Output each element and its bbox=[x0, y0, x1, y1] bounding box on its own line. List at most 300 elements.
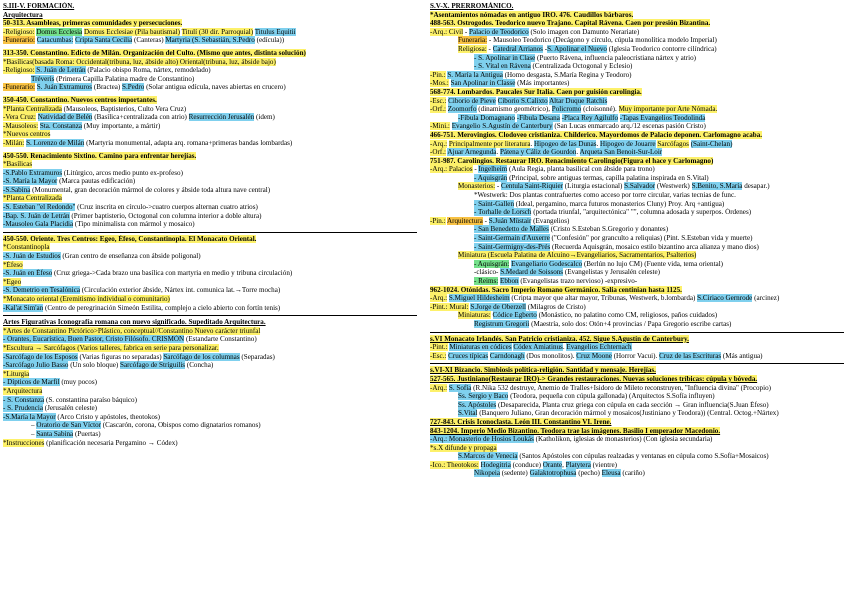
text-line bbox=[430, 45, 844, 54]
text-segment: -Orf.: bbox=[430, 105, 446, 114]
text-segment: Ss. Apóstoles bbox=[458, 400, 497, 409]
text-segment: *Artes de Constantino Pictórico>Plástico, conceptual//Constantino Nuevo carácter triunfal bbox=[3, 326, 261, 335]
text-segment: (Arco Cristo y apóstoles, theotokos) bbox=[55, 412, 161, 421]
text-segment: (muy pocos) bbox=[59, 378, 97, 387]
text-segment: -Pint.: Mural: bbox=[430, 302, 469, 311]
text-segment: Religiosa: bbox=[458, 44, 487, 53]
text-segment: Platytera bbox=[565, 460, 591, 469]
text-segment: Códex Amiatinus bbox=[513, 343, 563, 352]
text-segment: (Saint-Chelan) bbox=[690, 139, 733, 148]
text-segment: 466-751. Merovingios. Clodoveo cristianiza. Childerico. Mayordomos de Palacio deponen. Carlomagno acaba. bbox=[430, 130, 763, 139]
text-line bbox=[3, 160, 417, 169]
text-segment: 450-550. Oriente. Tres Centros: Egeo, Éfeso, Constantinopla. El Monacato Oriental. bbox=[3, 234, 257, 243]
text-segment: *Planta Centralizada bbox=[3, 194, 62, 203]
text-segment: - San Benedetto de Malles bbox=[474, 225, 549, 234]
text-line bbox=[3, 105, 417, 114]
text-line bbox=[430, 28, 844, 37]
text-segment: Arquitectura bbox=[3, 10, 43, 19]
text-segment: Sarcófagos bbox=[657, 139, 689, 148]
text-segment: (Puertas) bbox=[73, 429, 101, 438]
text-segment: (Más importantes) bbox=[515, 79, 570, 88]
text-segment: Cripta Santa Cecilia bbox=[75, 36, 133, 45]
text-segment: 313-350. Constantino. Edicto de Milán. Organización del Culto. (Mismo que antes, distinta solución) bbox=[3, 48, 306, 57]
text-segment: Tréveris bbox=[31, 74, 55, 83]
text-segment: -Esc.: bbox=[430, 96, 447, 105]
text-segment: -S. Esteban "el Redondo" bbox=[3, 203, 76, 212]
text-line bbox=[430, 19, 844, 28]
text-line bbox=[3, 353, 417, 362]
text-segment: Miniatura (Escuela Palatina de Alcuino→Evangeliarios, Sacramentarios, Psalterios) bbox=[458, 251, 697, 260]
text-segment: - bbox=[463, 27, 470, 36]
text-segment: (Primera Capilla Palatina madre de Constantino) bbox=[54, 74, 195, 83]
text-segment: – bbox=[31, 421, 37, 430]
text-line bbox=[3, 83, 417, 92]
text-segment: Oratorio de San Víctor bbox=[36, 421, 102, 430]
text-segment: - Aquisgrán: bbox=[474, 259, 510, 268]
section-divider bbox=[430, 363, 844, 364]
text-segment: S. Juán Extramuros bbox=[36, 83, 93, 92]
text-segment: Centula Saint-Riquier bbox=[500, 182, 564, 191]
text-segment: (Cristo S.Esteban S.Gregorio y donantes) bbox=[548, 225, 669, 234]
text-segment: - bbox=[482, 216, 489, 225]
text-segment: - Orantes, Eucarística, Buen Pastor, Cristo Filósofo. CRISMÓN bbox=[3, 335, 185, 344]
text-line bbox=[430, 88, 844, 97]
text-segment: S. Apolinar el Nuevo bbox=[547, 44, 607, 53]
text-line bbox=[3, 413, 417, 422]
text-segment: *Liturgia bbox=[3, 369, 30, 378]
text-segment: (cloisonné). bbox=[581, 105, 619, 114]
text-segment: Cruz Moone bbox=[576, 351, 612, 360]
text-segment: -Arq.: bbox=[430, 294, 448, 303]
text-segment: S. Lorenzo de Milán bbox=[26, 138, 85, 147]
text-line bbox=[3, 286, 417, 295]
text-segment: Arqueta San Benoit-Sur-Loir bbox=[579, 148, 663, 157]
text-segment: (Puerto Rávena, influencia paleocristiana nártex y atrio) bbox=[535, 53, 697, 62]
text-segment: - Saint-Germain d'Auxerre bbox=[474, 234, 550, 243]
text-line bbox=[3, 344, 417, 353]
text-line bbox=[3, 130, 417, 139]
text-segment: 50-313. Asambleas, primeras comunidades y persecuciones. bbox=[3, 19, 183, 28]
column-heading bbox=[3, 2, 417, 11]
text-line bbox=[3, 36, 417, 45]
text-line bbox=[430, 182, 844, 191]
text-segment: (portada triunfal, "arquitectónica" "", columna adosada y superpos. Órdenes) bbox=[531, 208, 752, 217]
text-line bbox=[3, 243, 417, 252]
text-line bbox=[430, 375, 844, 384]
text-segment: - Reims: bbox=[474, 277, 499, 285]
text-line bbox=[430, 208, 844, 217]
text-segment: -Tapas Evangelios Teodolinda bbox=[619, 113, 706, 122]
text-line bbox=[3, 261, 417, 270]
text-segment: S.Pedro bbox=[122, 83, 145, 92]
text-segment: (Teodora, pequeña con cúpula gallonada) (Arquitectos S.Sofía influyen) bbox=[508, 392, 715, 401]
text-line bbox=[3, 404, 417, 413]
text-segment: Miniaturas en códices bbox=[449, 343, 512, 352]
right-column bbox=[430, 2, 844, 478]
text-segment: -Religioso: bbox=[3, 27, 35, 36]
text-segment: (Cruz griega->Cada brazo una basílica con martyria en medio y tribuna circulación) bbox=[52, 269, 293, 278]
text-segment: Galaktotrophusa bbox=[529, 469, 577, 478]
text-segment: Muy importante por Arte Nómada. bbox=[618, 105, 718, 114]
text-line bbox=[430, 311, 844, 320]
text-segment: (Berlún no lujo CM) (Fuente vida, tema oriental) bbox=[582, 259, 724, 268]
text-line bbox=[430, 435, 844, 444]
text-line bbox=[430, 469, 844, 478]
text-segment: Evangeliario Godescalco bbox=[511, 259, 583, 268]
text-line bbox=[3, 430, 417, 439]
text-segment: -S. Juán en Éfeso bbox=[3, 269, 53, 278]
text-line bbox=[430, 114, 844, 123]
text-segment: (Solo imagen con Damunto Nerariate) bbox=[528, 27, 640, 36]
text-segment: (Separadas) bbox=[239, 352, 275, 361]
text-segment: S.Ciriaco Gernrode bbox=[697, 294, 753, 303]
text-segment: (Centralizada Octogonal y Eclesio) bbox=[530, 62, 633, 71]
text-segment: Resurrección Jerusalén bbox=[188, 113, 255, 122]
text-segment: Sta. Constanza bbox=[39, 121, 83, 130]
text-segment: S.Benito, S.María bbox=[691, 182, 743, 191]
text-segment: - S. Vital en Rávena bbox=[474, 62, 531, 71]
left-column bbox=[3, 2, 417, 447]
text-segment: (Principal, sobre antiguas termas, capilla palatina inspirada en S.Vital) bbox=[507, 173, 709, 182]
column-heading bbox=[430, 2, 844, 11]
text-segment: desapar.) bbox=[742, 182, 770, 191]
text-segment: (Homo desgasta, S.María Regina y Teodoro) bbox=[502, 70, 632, 79]
text-line bbox=[3, 122, 417, 131]
text-line bbox=[3, 11, 417, 20]
text-line bbox=[3, 439, 417, 448]
text-segment: (arcinez) bbox=[752, 294, 780, 303]
text-segment: -Mini.: bbox=[430, 122, 450, 131]
text-segment: - Dípticos de Marfil bbox=[3, 378, 60, 387]
text-segment: *Egeo bbox=[3, 277, 22, 286]
text-segment: -Mausoleo Gala Placidia bbox=[3, 220, 74, 229]
text-line bbox=[430, 392, 844, 401]
text-line bbox=[430, 174, 844, 183]
text-segment: Ajuar Arnegunda bbox=[447, 148, 497, 157]
text-segment: (Ideal, pergamino, marca futuros monasterios Cluny) Proy. Arq +antigua) bbox=[514, 199, 725, 208]
text-segment: (Martyria monumental, adapta arq. romana+primeras bandas lombardas) bbox=[84, 138, 293, 147]
text-segment: s.VI Monacato Irlandés. San Patricio cristianiza. 452. Sigue S.Agustín de Canterbury. bbox=[430, 334, 689, 343]
text-segment: Pátena y Cáliz de Gourdon bbox=[499, 148, 577, 157]
text-segment: (Maestría, solo dos: Otón+4 provincias / Papa Gregorio escribe cartas) bbox=[529, 319, 732, 328]
text-segment: *Monacato oriental (Eremitismo individual o comunitario) bbox=[3, 295, 170, 303]
text-segment: Cruces típicas bbox=[448, 351, 489, 360]
text-segment: S. María la Antigua bbox=[447, 70, 503, 79]
text-segment: - S. Apolinar in Clase bbox=[474, 53, 536, 62]
text-line bbox=[430, 461, 844, 470]
text-segment: *Instrucciones bbox=[3, 438, 45, 447]
text-segment: - Saint-Germigny-des-Prés bbox=[474, 242, 551, 251]
text-segment: -Placa Rey Agilulfo bbox=[561, 113, 619, 122]
text-segment: -Funerario: bbox=[3, 36, 35, 45]
text-line bbox=[430, 79, 844, 88]
text-segment: (S. constantina paraíso báquico) bbox=[44, 395, 137, 404]
text-line bbox=[430, 157, 844, 166]
text-segment: Funeraria: bbox=[458, 36, 488, 45]
text-segment: - Mausoleo Teodorico (Decágono y círculo, cúpula monolítica modelo Imperial) bbox=[487, 36, 717, 45]
text-segment: (pecho) bbox=[576, 469, 602, 478]
text-line bbox=[430, 105, 844, 114]
text-segment: (sedente) bbox=[500, 469, 530, 478]
text-segment: (Dos monolitos). bbox=[524, 351, 577, 360]
text-segment: (Primer baptisterio, Octogonal con columna interior a doble altura) bbox=[69, 211, 262, 220]
text-segment: Nikopeia bbox=[474, 469, 501, 478]
text-line bbox=[430, 62, 844, 71]
text-segment: (Aula Regia, planta basilical con ábside para trono) bbox=[507, 165, 655, 174]
text-segment: (Monástico, no palatino como CM, religiosos, paños cuidados) bbox=[536, 311, 718, 320]
text-segment: (conduce) bbox=[510, 460, 543, 469]
text-segment: *Escultura → Sarcófagos (Varios talleres, fabrica en serie para personalizar. bbox=[3, 343, 219, 352]
text-segment: -S. Demetrio en Tesalónica bbox=[3, 286, 80, 295]
text-line bbox=[430, 320, 844, 329]
text-line bbox=[430, 260, 844, 269]
text-segment: 450-550. Renacimiento Sixtino. Camino para enfrentar herejías. bbox=[3, 151, 197, 160]
text-segment: 350-450. Constantino. Nuevos centros importantes. bbox=[3, 95, 157, 104]
text-segment: (Bractea) bbox=[92, 83, 123, 92]
text-segment: Carndonagh bbox=[489, 351, 525, 360]
text-segment: - S. Prudencia bbox=[3, 404, 43, 413]
text-segment: *s.X difunde y propaga bbox=[430, 443, 497, 452]
text-segment: - S. Constanza bbox=[3, 395, 45, 404]
text-segment: Domus Ecclesia bbox=[36, 27, 83, 36]
text-segment: Domus Ecclesiae (Pila bautismal) bbox=[84, 27, 180, 36]
text-line bbox=[430, 409, 844, 418]
text-segment: *Westwerk: Dos plantas contrafuertes como acceso por torre circular, varias tecnias de func. bbox=[474, 191, 736, 200]
text-segment: *Basílicas(basada Roma: Occidental(tribuna, luz, ábside alto) Oriental(tribuna, luz, ábside bajo) bbox=[3, 57, 276, 66]
text-segment: S.Medard de Soissons bbox=[500, 268, 564, 277]
text-line bbox=[3, 252, 417, 261]
text-segment: S.Marcos de Venecia bbox=[458, 452, 518, 461]
text-segment: *Éfeso bbox=[3, 260, 23, 269]
text-segment: Zoomorfo bbox=[447, 105, 477, 114]
text-segment: -Mausoleos: bbox=[3, 121, 39, 130]
text-segment: -Arq.: bbox=[430, 139, 448, 148]
text-segment: - bbox=[486, 44, 493, 53]
text-segment: S.Miguel Hildesheim bbox=[448, 294, 510, 303]
text-line bbox=[430, 36, 844, 45]
text-segment: (Circulación exterior ábside, Nártex int. comunica lat.→Torre mocha) bbox=[80, 286, 281, 295]
text-line bbox=[3, 220, 417, 229]
text-segment: Orante bbox=[542, 460, 563, 469]
text-segment: (idem) bbox=[254, 113, 275, 122]
text-segment: S.Jorge de Oberzell bbox=[470, 302, 527, 311]
text-segment: Titulí (30 dir. Parroquial) bbox=[181, 27, 254, 36]
text-line bbox=[430, 140, 844, 149]
text-line bbox=[430, 294, 844, 303]
text-segment: Sarcófago de los columnas bbox=[163, 352, 240, 361]
text-segment: (Banquero Juliano, Gran decoración mármol y mosaicos(Justiniano y Teodora)) (Central. Octog.+Nártex) bbox=[477, 409, 779, 418]
text-segment: -S.Pablo Extramuros bbox=[3, 168, 63, 177]
text-line bbox=[3, 387, 417, 396]
text-line bbox=[430, 165, 844, 174]
text-line bbox=[3, 396, 417, 405]
section-divider bbox=[3, 315, 417, 316]
text-segment: S. Juán de Letrán bbox=[34, 66, 86, 75]
text-line bbox=[430, 427, 844, 436]
text-line bbox=[430, 452, 844, 461]
text-segment: (vientre) bbox=[590, 460, 618, 469]
text-segment: Ciborio de Pieve bbox=[448, 96, 496, 105]
text-segment: Artes Figurativas Iconografía romana con nuevo significado. Supeditado Arquitectura. bbox=[3, 318, 266, 327]
text-line bbox=[3, 421, 417, 430]
text-line bbox=[3, 235, 417, 244]
text-line bbox=[3, 58, 417, 67]
text-segment: -S. María la Mayor bbox=[3, 177, 58, 186]
text-segment: 527-565. Justiniano(Restaurar IRO)-> Grandes restauraciones. Nuevas soluciones tríbicas: cúpula y bóveda. bbox=[430, 374, 758, 383]
text-line bbox=[3, 177, 417, 186]
text-segment: -Pin.: bbox=[430, 70, 446, 79]
text-segment: *Planta Centralizada bbox=[3, 104, 62, 113]
text-segment: *Arquitectura bbox=[3, 386, 43, 395]
text-segment: S.Juán Müstair bbox=[488, 216, 532, 225]
text-segment: Ciborio S.Calixto bbox=[497, 96, 548, 105]
text-line bbox=[3, 318, 417, 327]
text-segment: -Pin.: bbox=[430, 216, 446, 225]
text-segment: (Evangelistas trazo nervioso) -expresivo- bbox=[518, 277, 638, 285]
text-segment: (Muy importante, a mártir) bbox=[82, 121, 161, 130]
text-line bbox=[3, 212, 417, 221]
text-segment: -Religioso: bbox=[3, 66, 35, 75]
text-line bbox=[430, 251, 844, 260]
text-segment: - Aquisgrán bbox=[474, 173, 508, 182]
text-segment: -Funerario: bbox=[3, 83, 35, 92]
text-line bbox=[3, 169, 417, 178]
text-line bbox=[430, 243, 844, 252]
text-line bbox=[3, 28, 417, 37]
text-segment: -Ico.: Theotokos: bbox=[430, 460, 479, 469]
text-segment: -Sarcófago de los Esposos bbox=[3, 352, 78, 361]
text-line bbox=[430, 234, 844, 243]
text-segment: (cariño) bbox=[620, 469, 645, 478]
text-segment: (Jerusalén celeste) bbox=[43, 404, 97, 413]
text-segment: Evangelio S.Agustín de Canterbury bbox=[451, 122, 553, 131]
text-segment: *Asentamientos nómadas en antiguo IRO. 476. Caudillos bárbaros. bbox=[430, 10, 634, 19]
text-segment: (Iglesia Teodorico contorre cilíndrica) bbox=[606, 44, 717, 53]
text-segment: (Westwerk) bbox=[655, 182, 692, 191]
text-line bbox=[3, 49, 417, 58]
text-segment: - bbox=[472, 165, 479, 174]
text-segment: Ingelheim bbox=[478, 165, 508, 174]
text-segment: Eleusa bbox=[601, 469, 621, 478]
text-line bbox=[430, 97, 844, 106]
text-segment: -Pint.: bbox=[430, 343, 448, 352]
text-segment: -Mos.: bbox=[430, 79, 449, 88]
text-segment: . bbox=[576, 148, 580, 157]
text-segment: Catedral Arrianos bbox=[492, 44, 543, 53]
text-segment: Cruz de las Escrituras bbox=[659, 351, 722, 360]
text-line bbox=[430, 286, 844, 295]
text-segment: S. Sofía bbox=[448, 383, 472, 392]
text-segment: - Torhalle de Lorsch bbox=[474, 208, 532, 217]
text-segment: Arquitectura bbox=[446, 216, 483, 225]
text-segment: (Centro de peregrinación Simeón Estilita, complejo a cielo abierto con fortín tenis) bbox=[43, 303, 281, 312]
text-line bbox=[3, 269, 417, 278]
text-segment: -Arq.: Monasterio de Hosios Loukás bbox=[430, 435, 534, 444]
text-segment: Catacumbas: bbox=[36, 36, 74, 45]
text-segment: -clásico- bbox=[474, 268, 501, 277]
text-segment: . bbox=[596, 139, 601, 148]
text-segment: (Evangelios) bbox=[531, 216, 570, 225]
text-segment: (Tipo minimalista con mármol y mosaico) bbox=[73, 220, 195, 229]
text-segment: Sarcófago de Stríguilis bbox=[120, 361, 186, 370]
text-segment: . bbox=[496, 148, 500, 157]
text-segment: – bbox=[31, 429, 37, 438]
text-segment: (Monumental, gran decoración mármol de colores y ábside toda altura nave central) bbox=[30, 185, 271, 194]
text-segment: (Palacio obispo Roma, nártex, remodelado) bbox=[85, 66, 211, 75]
text-line bbox=[3, 75, 417, 84]
text-segment: . bbox=[530, 139, 535, 148]
text-line bbox=[3, 113, 417, 122]
text-segment: (edícula)) bbox=[254, 36, 285, 45]
text-segment: Ss. Sergio y Baco bbox=[458, 392, 509, 401]
text-segment: Hipogeo de Jouarre bbox=[600, 139, 656, 148]
text-segment: -Esc.: bbox=[430, 351, 447, 360]
text-segment: -S.María la Mayor bbox=[3, 412, 56, 421]
text-line bbox=[3, 335, 417, 344]
text-segment: . bbox=[562, 343, 567, 352]
text-segment: 843-1204. Imperio Medio Bizantino. Teodora trae las imágenes. Basilio I emperador Macedonio. bbox=[430, 426, 721, 435]
text-segment: Natividad de Belén bbox=[37, 113, 93, 122]
text-line bbox=[3, 139, 417, 148]
text-segment: (Desaparecida, Planta cruz griega con cúpula en cada sección → Gran influencia(S.Juan Éfeso) bbox=[496, 400, 769, 409]
text-segment: Titulus Equitii bbox=[254, 27, 296, 36]
text-segment: Principalmente por literatura bbox=[448, 139, 531, 148]
text-line bbox=[430, 131, 844, 140]
text-segment: *Basílicas bbox=[3, 160, 33, 169]
text-line bbox=[430, 11, 844, 20]
text-segment: -Arq.: Palacios bbox=[430, 165, 473, 174]
text-segment: Policromo bbox=[551, 105, 582, 114]
text-segment: (Un solo bloque) bbox=[68, 361, 121, 370]
text-segment: 727-843. Crisis Iconoclasta. León III. Constantino VI. Irene. bbox=[430, 417, 612, 426]
text-segment: Evangelios Echternach bbox=[566, 343, 632, 352]
text-segment: S.III-V. FORMACIÓN. bbox=[3, 2, 75, 10]
text-segment: (Katholikon, iglesias de monasterios) (Con iglesia secundaria) bbox=[533, 435, 713, 444]
text-segment: -Kal'at Sim'an bbox=[3, 303, 44, 312]
text-line bbox=[3, 152, 417, 161]
text-segment: (Evangelistas y Jerusalén celeste) bbox=[563, 268, 660, 277]
text-line bbox=[430, 303, 844, 312]
text-segment: Hipogeo de las Dunas bbox=[534, 139, 597, 148]
text-segment: Ebbon bbox=[500, 277, 519, 285]
text-line bbox=[3, 295, 417, 304]
text-line bbox=[3, 186, 417, 195]
text-segment: (Cruz inscrita en círculo->cuatro cuerpos alternan cuatro atrios) bbox=[75, 203, 258, 212]
text-segment: -Fíbula Desana bbox=[516, 113, 560, 122]
text-segment: (Litúrgico, arcos medio punto ex-profeso) bbox=[62, 168, 183, 177]
text-line bbox=[430, 268, 844, 277]
text-segment: ("Confesión" por granculto a reliquias) (Pint. S.Esteban vida y muerte) bbox=[549, 234, 753, 243]
text-line bbox=[3, 361, 417, 370]
text-segment: -Fíbula Domagnano bbox=[458, 113, 515, 122]
text-line bbox=[3, 96, 417, 105]
text-segment: -S. Juán de Estudios bbox=[3, 252, 61, 261]
text-line bbox=[3, 203, 417, 212]
text-segment: (Canteras) bbox=[132, 36, 166, 45]
text-line bbox=[3, 278, 417, 287]
text-segment: Monasterios: bbox=[458, 182, 496, 191]
text-segment: - bbox=[542, 44, 548, 53]
text-line bbox=[3, 370, 417, 379]
text-line bbox=[3, 327, 417, 336]
text-segment: Palacio de Teodorico bbox=[469, 27, 529, 36]
text-segment: S.Salvador bbox=[624, 182, 656, 191]
text-segment: -Orf.: bbox=[430, 148, 446, 157]
text-segment: , bbox=[562, 460, 566, 469]
text-line bbox=[430, 217, 844, 226]
section-divider bbox=[430, 332, 844, 333]
text-segment: Códice Egberto bbox=[492, 311, 537, 320]
